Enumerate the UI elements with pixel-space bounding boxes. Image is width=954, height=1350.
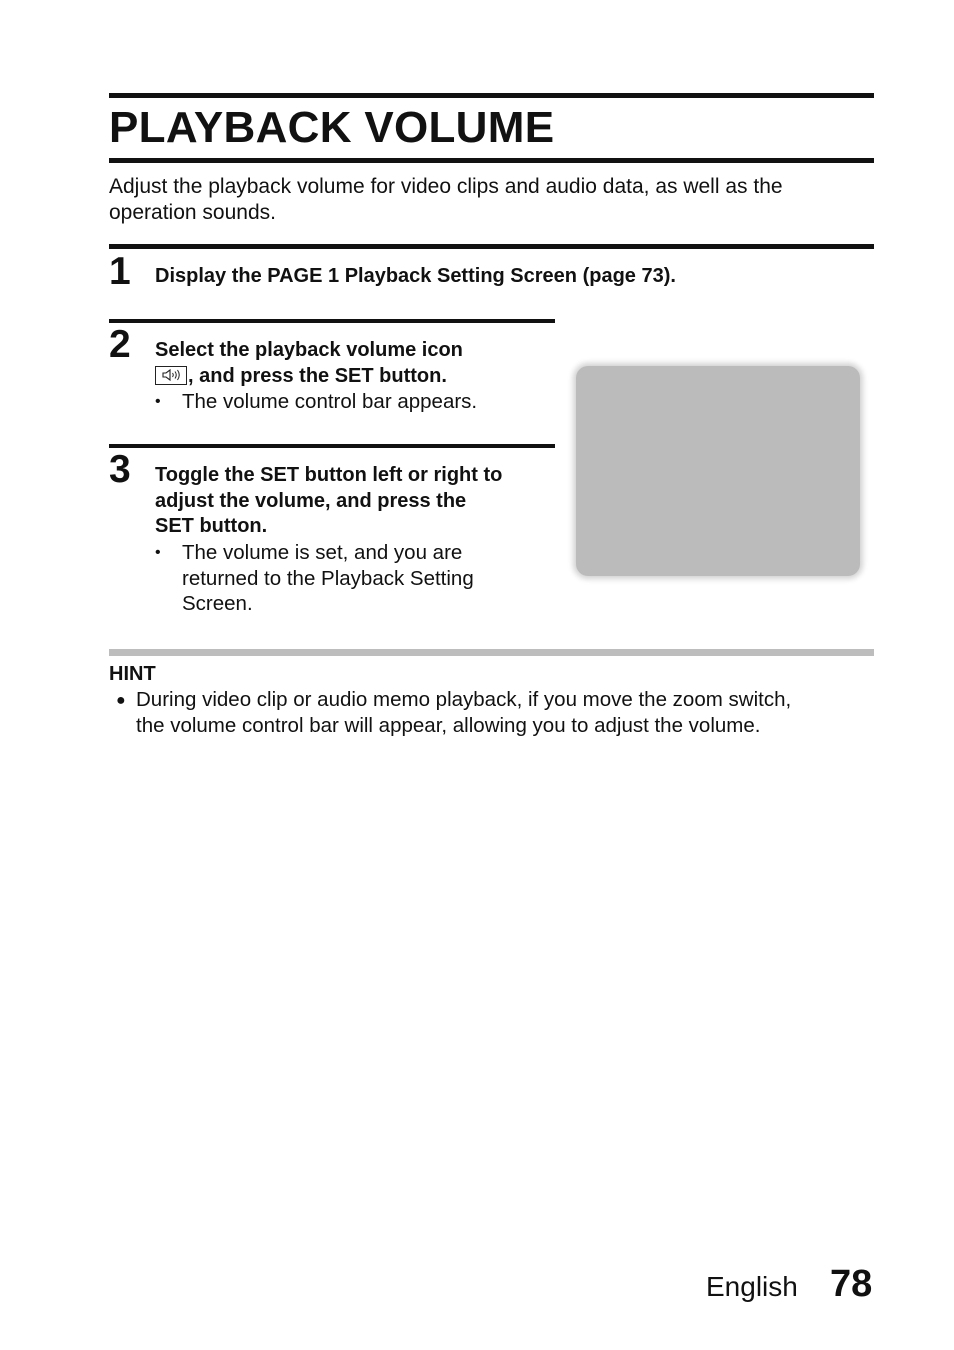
step-2-number: 2 (109, 323, 131, 366)
footer-language: English (706, 1271, 798, 1302)
step-3-bullet-text (182, 540, 474, 617)
step-3-line-1: Toggle the SET button left or right to (155, 464, 503, 486)
speaker-volume-icon (155, 366, 187, 385)
step-3-text (155, 463, 502, 540)
title-top-rule (109, 93, 874, 98)
hint-title: HINT (109, 663, 156, 685)
step-3-number: 3 (109, 448, 131, 491)
hint-divider (109, 649, 874, 656)
title-bottom-rule (109, 158, 874, 163)
step-2-line-1: Select the playback volume icon (155, 339, 463, 361)
hint-bullet-dot: ● (116, 692, 126, 709)
hint-text (136, 687, 876, 738)
page-title: PLAYBACK VOLUME (109, 103, 555, 152)
step-1-number: 1 (109, 250, 131, 293)
step-3-line-3: SET button. (155, 515, 268, 537)
step-2-line-2 (155, 364, 463, 390)
screen-illustration-placeholder (576, 366, 860, 576)
bullet-dot: • (155, 544, 161, 561)
step-2-bullet-text: The volume control bar appears. (182, 390, 478, 413)
step-1-text: Display the PAGE 1 Playback Setting Screen (page 73). (155, 265, 676, 287)
hint-line-2: the volume control bar will appear, allowing you to adjust the volume. (136, 713, 761, 737)
intro-paragraph: Adjust the playback volume for video clips and audio data, as well as the operation sounds. (109, 175, 783, 224)
page-number: 78 (830, 1263, 873, 1305)
step-3-bullet-line-2: returned to the Playback Setting (182, 566, 474, 590)
step-2-rule (109, 319, 555, 323)
step-3-bullet-line-1: The volume is set, and you are (182, 541, 463, 564)
bullet-dot: • (155, 393, 161, 410)
step-2-text (155, 338, 463, 389)
step-3-line-2: adjust the volume, and press the (155, 489, 467, 512)
step-3-bullet-line-3: Screen. (182, 592, 253, 615)
hint-line-1: During video clip or audio memo playback, if you move the zoom switch, (136, 688, 792, 711)
step-3-rule (109, 444, 555, 448)
step-2-line-2-text: , and press the SET button. (188, 364, 447, 387)
step-1-rule (109, 244, 874, 249)
